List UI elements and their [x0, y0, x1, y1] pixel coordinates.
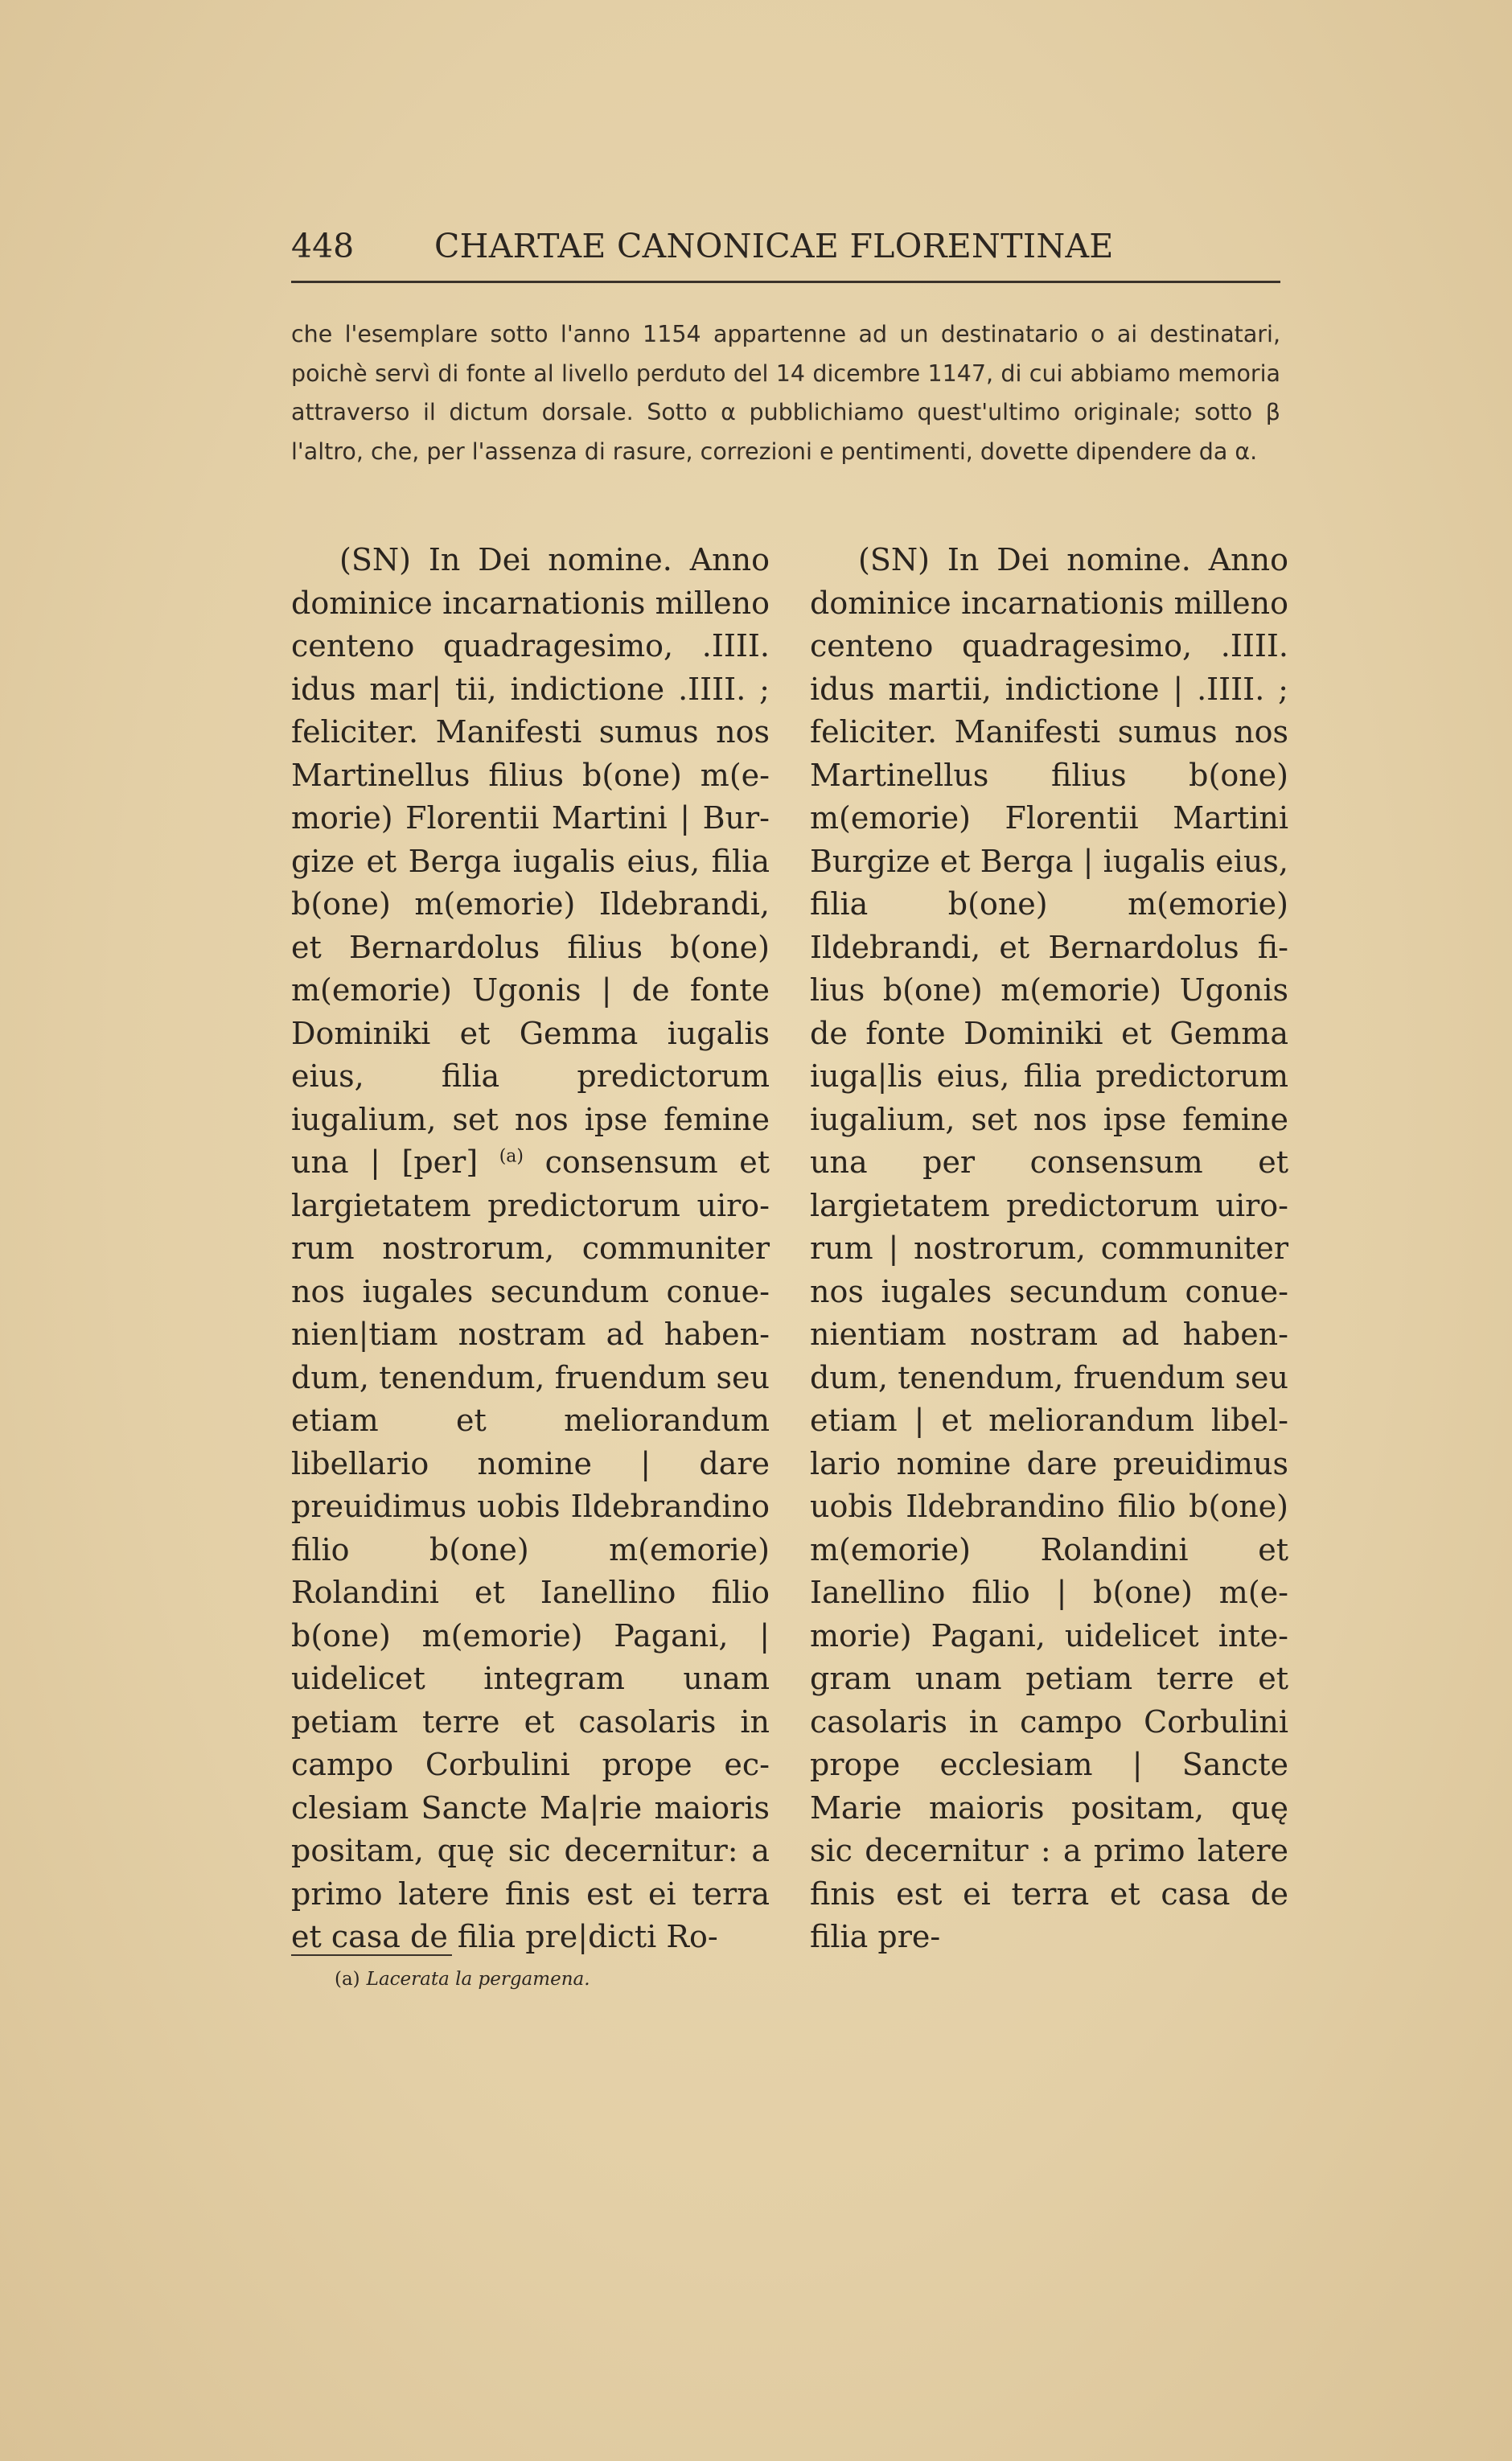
edition-alpha-text [291, 539, 770, 1959]
edition-alpha-text-part1: (SN) In Dei nomine. Anno dominice incarnationis milleno centeno quadragesimo, .IIII. idus mar| tii, indictione .IIII. ; feliciter. Manifesti sumus nos Martinellus filius b(one) m(emorie) Florentii Martini | Burgize et Berga iugalis eius, filia b(one) m(emorie) Ildebrandi, et Bernardolus filius b(one) m(emorie) Ugonis | de fonte Dominiki et Gemma iugalis eius, filia predictorum iugalium, set nos ipse femine una | [per] [291, 542, 770, 1180]
intro-paragraph: che l'esemplare sotto l'anno 1154 appartenne ad un destinatario o ai destinatari, poichè servì di fonte al livello perduto del 14 dicembre 1147, di cui abbiamo memoria attraverso il dictum dorsale. Sotto α pubblichiamo quest'ultimo originale; sotto β l'altro, che, per l'assenza di rasure, correzioni e pentimenti, dovette dipendere da α. [291, 321, 1280, 465]
page-header [291, 227, 1280, 275]
footnote [335, 1969, 1058, 1990]
edition-alpha-column [291, 539, 770, 1959]
footnote-reference: (a) [499, 1146, 524, 1167]
running-title: CHARTAE CANONICAE FLORENTINAE [434, 227, 1114, 265]
footnote-rule [291, 1954, 452, 1956]
footnote-text: Lacerata la pergamena. [366, 1969, 590, 1990]
page-number: 448 [291, 227, 355, 265]
header-rule [291, 281, 1280, 283]
edition-beta-column [810, 539, 1288, 1959]
edition-alpha-text-part2: consensum et largietatem predictorum uirorum nostrorum, communiter nos iugales secundum conuenien|tiam nostram ad habendum, tenendum, fruendum seu etiam et meliorandum libellario nomine | dare preuidimus uobis Ildebrandino filio b(one) m(emorie) Rolandini et Ianellino filio b(one) m(emorie) Pagani, | uidelicet integram unam petiam terre et casolaris in campo Corbulini prope ecclesiam Sancte Ma|rie maioris positam, quę sic decernitur: a primo latere finis est ei terra et casa de filia pre|dicti Ro- [291, 1144, 770, 1954]
edition-beta-text: (SN) In Dei nomine. Anno dominice incarnationis milleno centeno quadragesimo, .IIII. idus martii, indictione | .IIII. ; feliciter. Manifesti sumus nos Martinellus filius b(one) m(emorie) Florentii Martini Burgize et Berga | iugalis eius, filia b(one) m(emorie) Ildebrandi, et Bernardolus filius b(one) m(emorie) Ugonis de fonte Dominiki et Gemma iuga|lis eius, filia predictorum iugalium, set nos ipse femine una per consensum et largietatem predictorum uirorum | nostrorum, communiter nos iugales secundum conuenientiam nostram ad habendum, tenendum, fruendum seu etiam | et meliorandum libellario nomine dare preuidimus uobis Ildebrandino filio b(one) m(emorie) Rolandini et Ianellino filio | b(one) m(emorie) Pagani, uidelicet integram unam petiam terre et casolaris in campo Corbulini prope ecclesiam | Sancte Marie maioris positam, quę sic decernitur : a primo latere finis est ei terra et casa de filia pre- [810, 542, 1288, 1954]
footnote-marker: (a) [335, 1969, 360, 1990]
